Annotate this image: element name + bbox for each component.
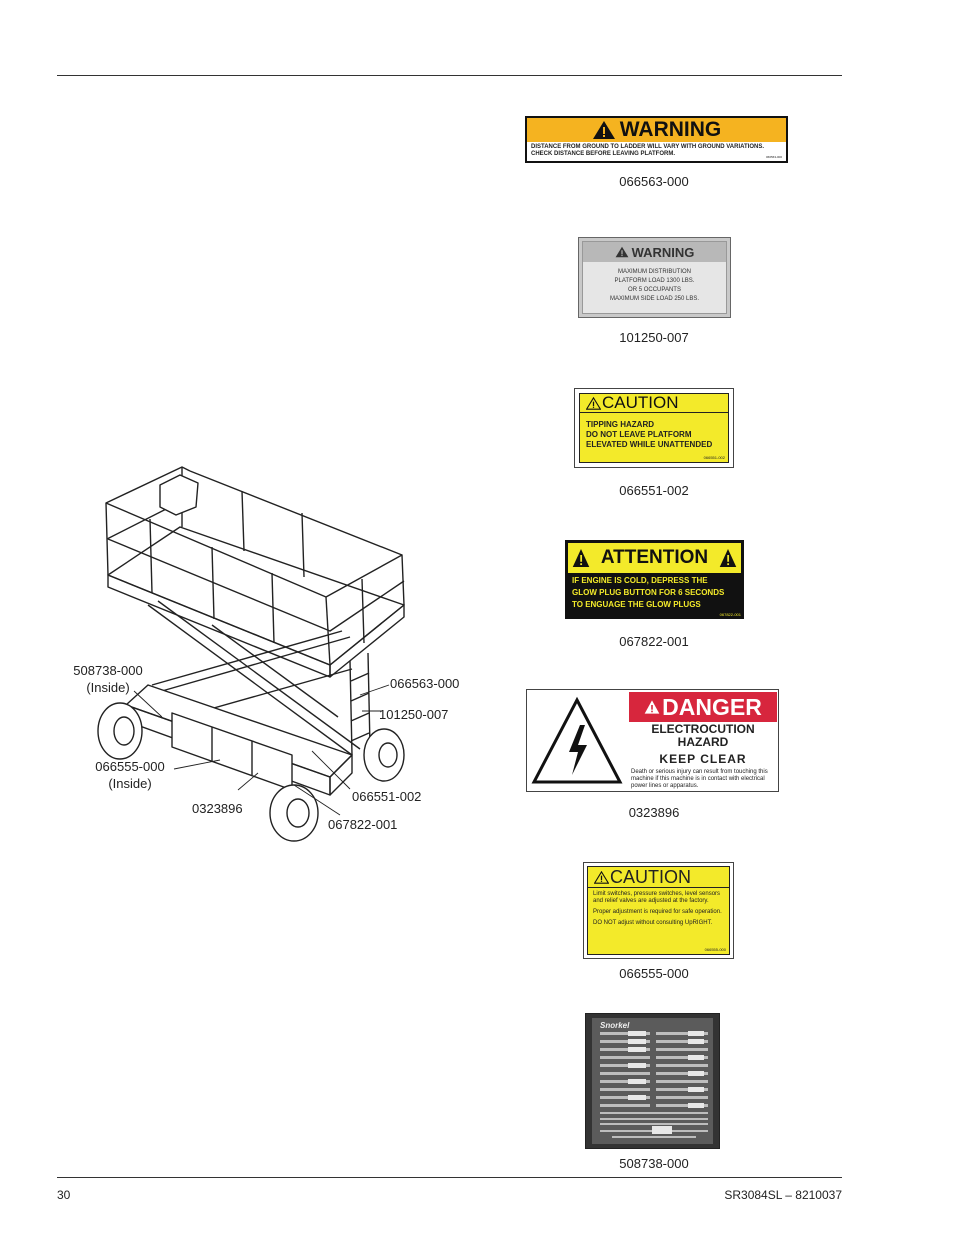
decal-text bbox=[572, 575, 740, 611]
caption-066555: 066555-000 bbox=[619, 966, 689, 981]
attention-header-text: ATTENTION bbox=[600, 547, 709, 568]
callout-0323896: 0323896 bbox=[192, 801, 243, 816]
decal-text bbox=[588, 888, 729, 927]
warning-triangle-icon bbox=[592, 120, 616, 140]
warning-decal-066563 bbox=[525, 116, 788, 163]
warning-triangle-icon bbox=[572, 547, 590, 569]
caution-triangle-icon bbox=[594, 871, 609, 884]
decal-text bbox=[629, 723, 777, 749]
caution-header bbox=[580, 394, 728, 413]
brand-logo: Snorkel bbox=[600, 1021, 630, 1030]
caution-decal-066555 bbox=[583, 862, 734, 959]
danger-triangle-icon bbox=[644, 699, 660, 715]
callout-101250: 101250-007 bbox=[379, 707, 449, 722]
caution-triangle-icon bbox=[586, 397, 601, 410]
decal-text bbox=[583, 262, 726, 304]
decal-paragraph: Limit switches, pressure switches, level sensors and relief valves are adjusted at the factory. bbox=[593, 891, 721, 904]
serial-plate-face bbox=[592, 1018, 713, 1144]
decal-line: TO ENGUAGE THE GLOW PLUGS bbox=[572, 600, 701, 609]
page-number: 30 bbox=[57, 1188, 71, 1202]
callout-note: (Inside) bbox=[86, 680, 130, 695]
danger-body-text: Death or serious injury can result from touching this machine if this machine is in contact with electrical power lines or apparatus. bbox=[631, 769, 768, 789]
decal-line: ELEVATED WHILE UNATTENDED bbox=[586, 440, 713, 449]
warning-header bbox=[583, 242, 726, 262]
attention-decal-067822 bbox=[565, 540, 744, 619]
document-id: SR3084SL – 8210037 bbox=[724, 1188, 842, 1202]
decal-line: TIPPING HAZARD bbox=[586, 420, 654, 429]
decal-line: ELECTROCUTION bbox=[651, 722, 755, 736]
decal-text bbox=[580, 413, 728, 450]
decal-line: CHECK DISTANCE BEFORE LEAVING PLATFORM. bbox=[531, 151, 675, 157]
decal-line: PLATFORM LOAD 1300 LBS. bbox=[614, 278, 695, 284]
caution-decal-066551 bbox=[574, 388, 734, 468]
decal-line: OR 5 OCCUPANTS bbox=[628, 287, 681, 293]
callout-label: 066555-000 bbox=[95, 759, 165, 774]
decal-line: DO NOT LEAVE PLATFORM bbox=[586, 430, 692, 439]
warning-header-text: WARNING bbox=[631, 244, 695, 260]
decal-line: GLOW PLUG BUTTON FOR 6 SECONDS bbox=[572, 588, 725, 597]
decal-line: MAXIMUM SIDE LOAD 250 LBS. bbox=[609, 296, 700, 302]
danger-header bbox=[629, 692, 777, 722]
caption-067822: 067822-001 bbox=[619, 634, 689, 649]
warning-header-text: WARNING bbox=[619, 118, 722, 141]
warning-header bbox=[527, 118, 786, 142]
decal-line: HAZARD bbox=[677, 735, 729, 749]
warning-decal-101250 bbox=[578, 237, 731, 318]
decal-code: 066555-000 bbox=[704, 947, 726, 952]
caption-066563: 066563-000 bbox=[619, 174, 689, 189]
attention-header bbox=[568, 543, 741, 573]
danger-header-text: DANGER bbox=[662, 693, 762, 720]
decal-line: IF ENGINE IS COLD, DEPRESS THE bbox=[572, 576, 708, 585]
footer-rule bbox=[57, 1177, 842, 1178]
high-voltage-icon bbox=[527, 690, 627, 791]
caption-066551: 066551-002 bbox=[619, 483, 689, 498]
callout-067822: 067822-001 bbox=[328, 817, 398, 832]
caution-header bbox=[588, 867, 729, 888]
caption-508738: 508738-000 bbox=[619, 1156, 689, 1171]
decal-line: DISTANCE FROM GROUND TO LADDER WILL VARY WITH GROUND VARIATIONS. bbox=[531, 144, 764, 150]
caution-header-text: CAUTION bbox=[602, 393, 679, 412]
serial-plate-508738 bbox=[585, 1013, 720, 1149]
caution-header-text: CAUTION bbox=[610, 866, 691, 887]
decal-code: 067822-001 bbox=[719, 612, 741, 617]
decal-code: 066551-002 bbox=[703, 455, 725, 460]
header-rule bbox=[57, 75, 842, 76]
electrocution-symbol bbox=[527, 690, 627, 791]
decal-text bbox=[527, 142, 786, 160]
keep-clear-text: KEEP CLEAR bbox=[659, 752, 747, 766]
serial-plate-fields bbox=[592, 1018, 715, 1146]
warning-triangle-icon bbox=[615, 246, 629, 258]
decal-paragraph: DO NOT adjust without consulting UpRIGHT. bbox=[593, 920, 713, 926]
callout-note: (Inside) bbox=[108, 776, 152, 791]
danger-decal-0323896 bbox=[526, 689, 779, 792]
caption-0323896: 0323896 bbox=[628, 805, 680, 820]
callout-508738 bbox=[72, 662, 144, 696]
callout-066555 bbox=[92, 758, 168, 792]
warning-triangle-icon bbox=[719, 547, 737, 569]
decal-code: 066563-000 bbox=[765, 155, 782, 159]
decal-line: MAXIMUM DISTRIBUTION bbox=[618, 269, 691, 275]
callout-066563: 066563-000 bbox=[390, 676, 460, 691]
callout-066551: 066551-002 bbox=[352, 789, 422, 804]
decal-paragraph: Proper adjustment is required for safe operation. bbox=[593, 909, 722, 915]
caption-101250: 101250-007 bbox=[619, 330, 689, 345]
callout-label: 508738-000 bbox=[73, 663, 143, 678]
